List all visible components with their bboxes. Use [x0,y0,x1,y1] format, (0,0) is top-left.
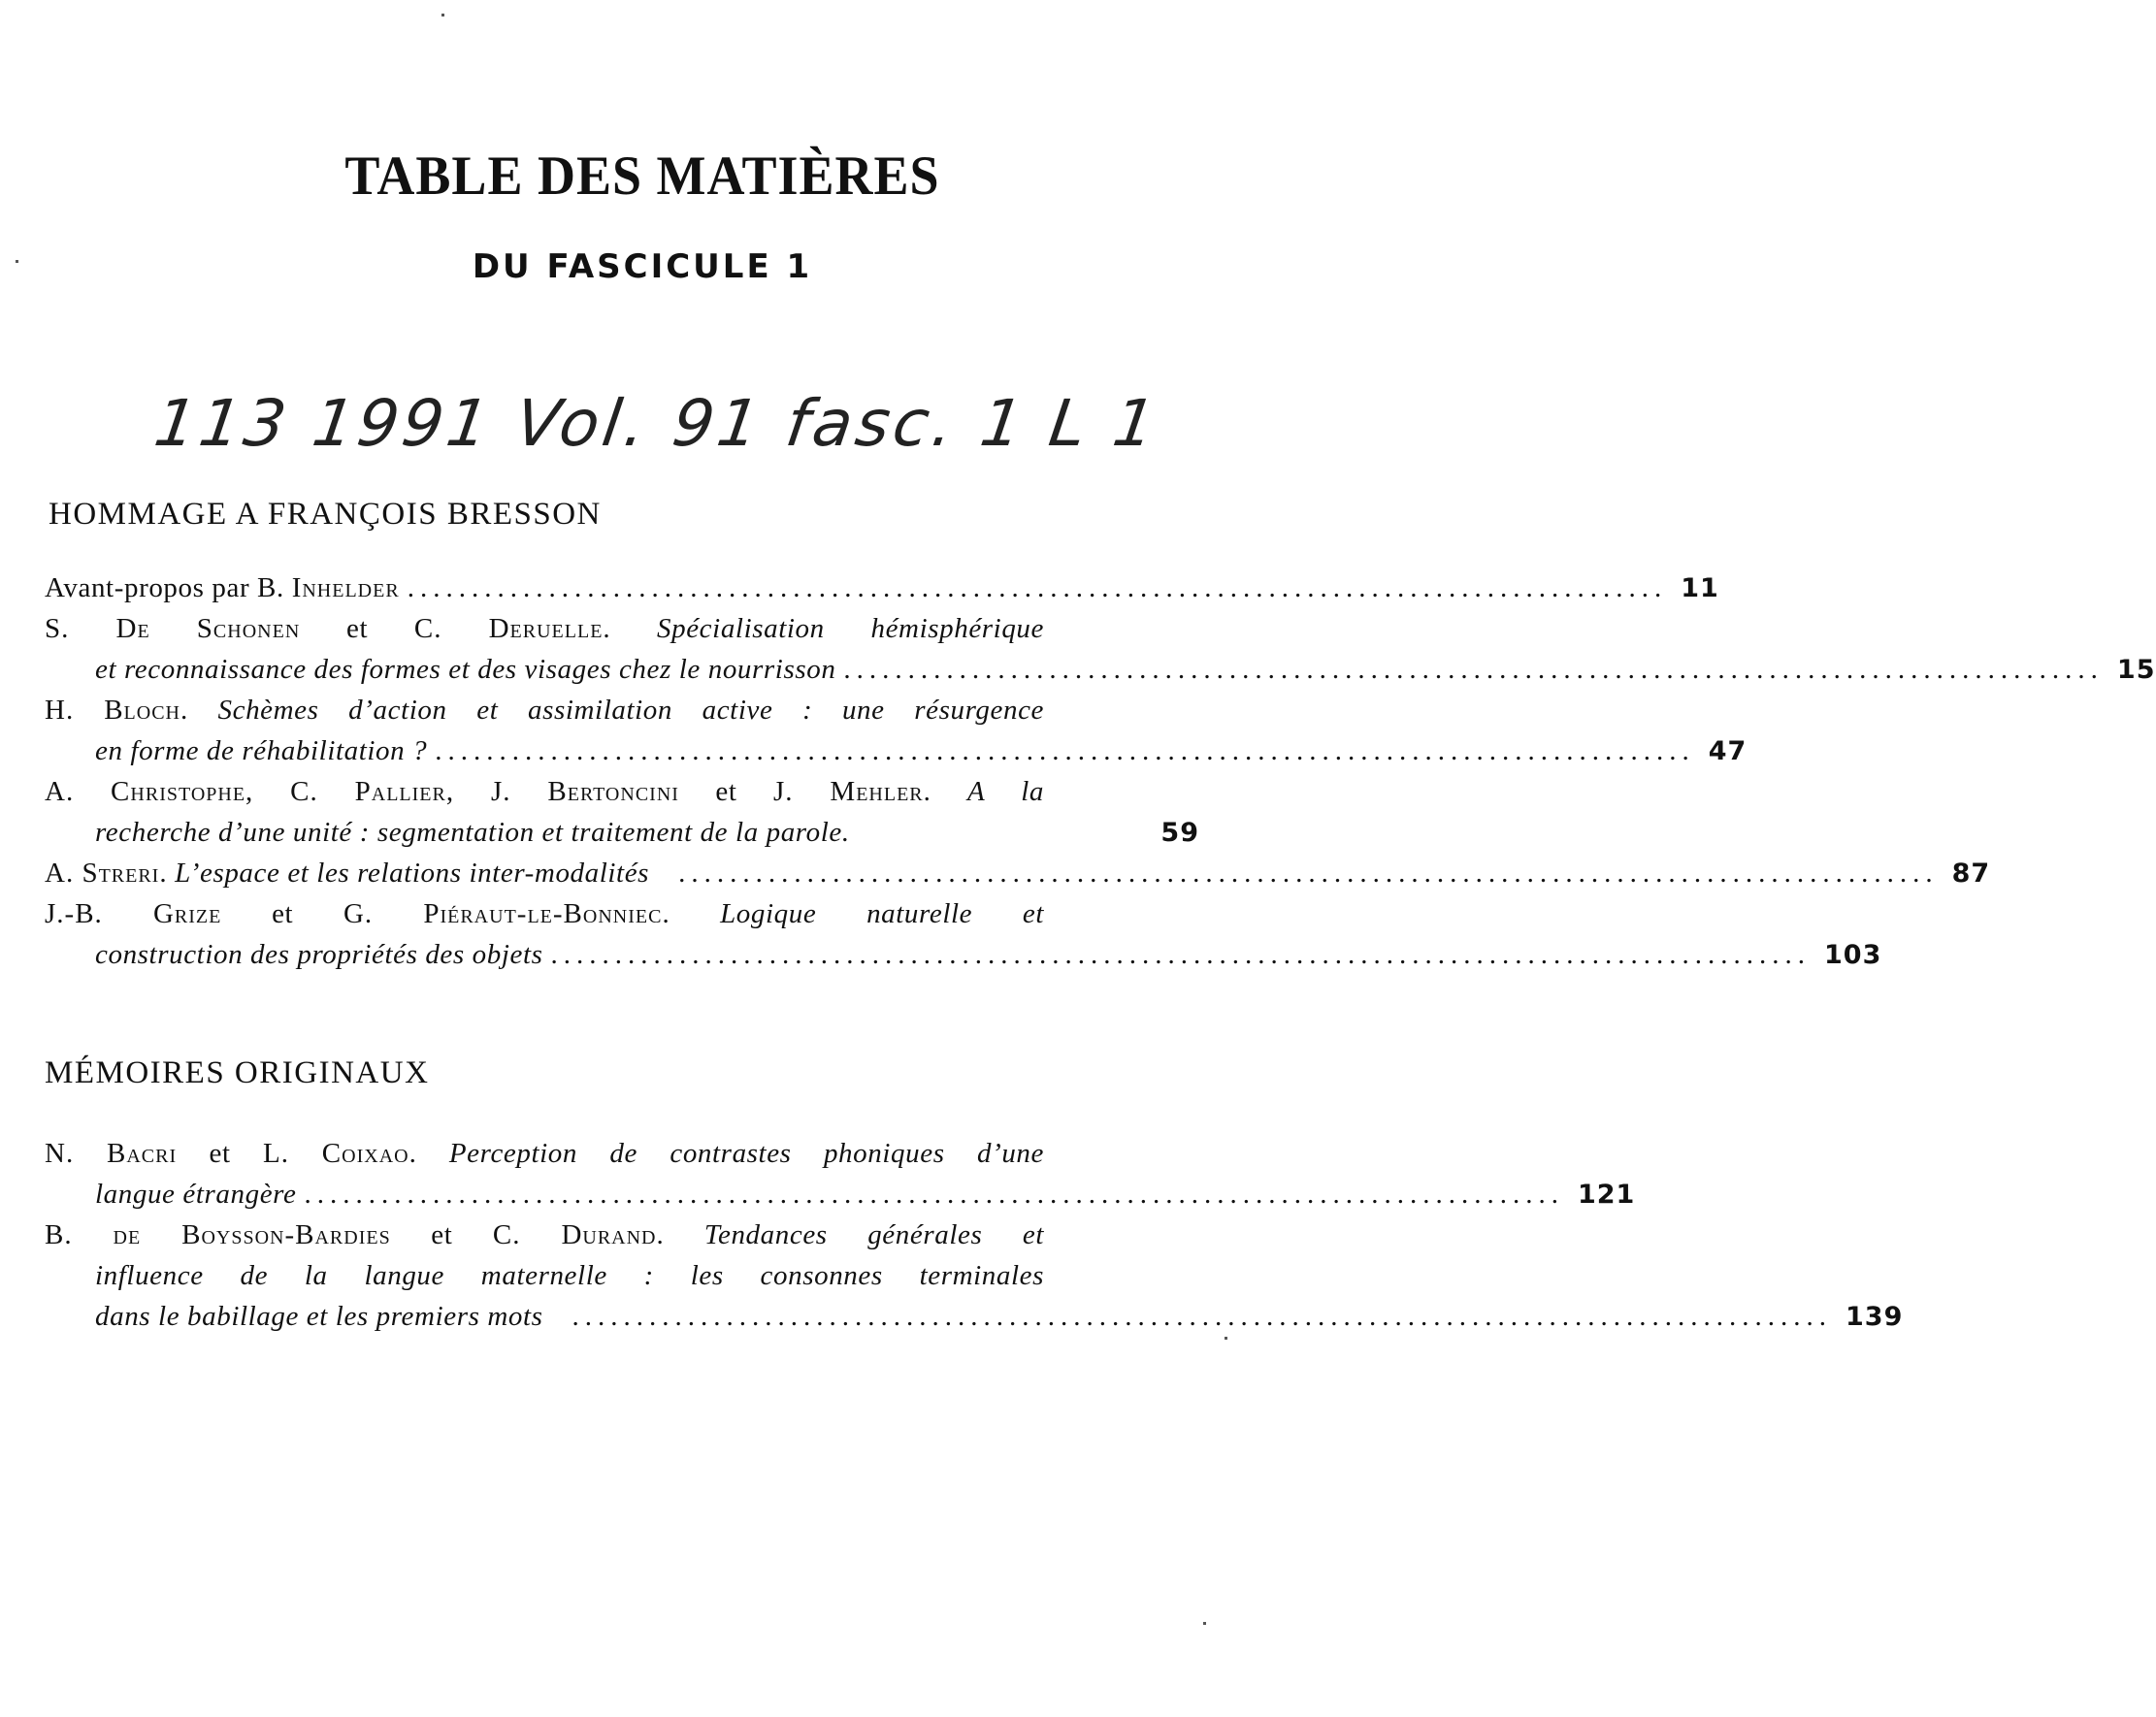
entry-conjunction: et [678,776,774,807]
entry-title: L’espace et les relations inter-modalités [175,858,650,889]
entry-separator: . [656,1219,704,1250]
entry-page: 15 [2116,655,2156,685]
entry-page: 87 [1951,858,1991,889]
toc-entry[interactable] [45,690,1748,771]
handwritten-annotation: 113 1991 Vol. 91 fasc. 1 L 1 [149,386,1164,461]
entry-conjunction: et [300,613,414,644]
toc-entry[interactable] [45,567,1719,608]
page-subtitle: DU FASCICULE 1 [472,247,813,286]
entry-separator: . [408,1138,449,1169]
leader-dots: .................................................................................................. [572,1301,1833,1332]
leader-dots: .................................................................................................. [407,572,1668,603]
entry-title-continued: et reconnaissance des formes et des visages chez le nourrisson [95,654,836,685]
entry-title: A la [966,776,1044,807]
entry-title-continued: en forme de réhabilitation ? [95,735,428,766]
toc-entry[interactable] [45,853,1991,893]
toc-entry[interactable] [45,893,1882,975]
entry-title-continued: recherche d’une unité : segmentation et traitement de la parole. [95,817,850,848]
leader-dots: .................................................................................................. [550,939,1812,970]
entry-page: 121 [1577,1180,1636,1210]
entry-title: Tendances générales et [703,1219,1045,1250]
entry-separator: . [180,695,218,726]
entry-conjunction: et [390,1219,493,1250]
entry-title-continued: dans le babillage et les premiers mots [95,1301,543,1332]
entry-conjunction: et [177,1138,264,1169]
toc-entry[interactable] [45,608,2156,690]
entry-author: J. Mehler [773,776,924,807]
scan-speck [16,260,18,263]
entry-author: S. De Schonen [45,613,301,644]
section-heading-hommage: HOMMAGE A FRANÇOIS BRESSON [49,497,602,532]
leader-dots: .................................................................................................. [304,1179,1564,1210]
toc-section-hommage [45,567,2156,975]
entry-separator: . [662,898,721,929]
scan-speck [1225,1337,1227,1340]
toc-section-memoires [45,1133,1904,1337]
page-title: TABLE DES MATIÈRES [344,145,940,207]
entry-separator: . [603,613,658,644]
entry-author: N. Bacri [45,1138,178,1169]
entry-page: 59 [1160,818,1199,848]
entry-title-continued: influence de la langue maternelle : les consonnes terminales [95,1260,1044,1291]
leader-dots: .................................................................................................. [678,858,1939,889]
scan-speck [441,14,444,16]
leader-dots: .................................................................................................. [435,735,1695,766]
entry-text: Avant-propos par B. [45,572,292,603]
entry-separator: . [159,858,176,889]
entry-author: G. Piéraut-le-Bonniec [343,898,663,929]
entry-page: 47 [1708,736,1748,766]
toc-entry[interactable] [45,1215,1904,1337]
entry-page: 103 [1824,940,1882,970]
entry-author: A. Streri [45,858,160,889]
entry-author: L. Coixao [263,1138,409,1169]
entry-page: 139 [1846,1302,1904,1332]
entry-author: J.-B. Grize [45,898,222,929]
entry-author: A. Christophe, C. Pallier, J. Bertoncini [45,776,679,807]
entry-title-continued: construction des propriétés des objets [95,939,543,970]
entry-author: B. de Boysson-Bardies [45,1219,391,1250]
entry-author: C. Deruelle [413,613,604,644]
entry-author: H. Bloch [45,695,181,726]
entry-title: Schèmes d’action et assimilation active : une résurgence [217,695,1045,726]
entry-title-continued: langue étrangère [95,1179,297,1210]
toc-entry[interactable] [45,1133,1636,1215]
entry-separator: . [923,776,967,807]
leader-dots: .................................................................................................. [843,654,2104,685]
section-heading-memoires: MÉMOIRES ORIGINAUX [45,1055,430,1090]
scan-speck [1203,1622,1206,1625]
entry-title: Logique naturelle et [720,898,1044,929]
toc-entry[interactable] [45,771,1199,853]
entry-title: Spécialisation hémisphérique [657,613,1045,644]
entry-title: Perception de contrastes phoniques d’une [448,1138,1044,1169]
entry-author: C. Durand [492,1219,657,1250]
entry-page: 11 [1681,573,1719,603]
entry-conjunction: et [221,898,343,929]
entry-author: Inhelder [291,572,400,603]
